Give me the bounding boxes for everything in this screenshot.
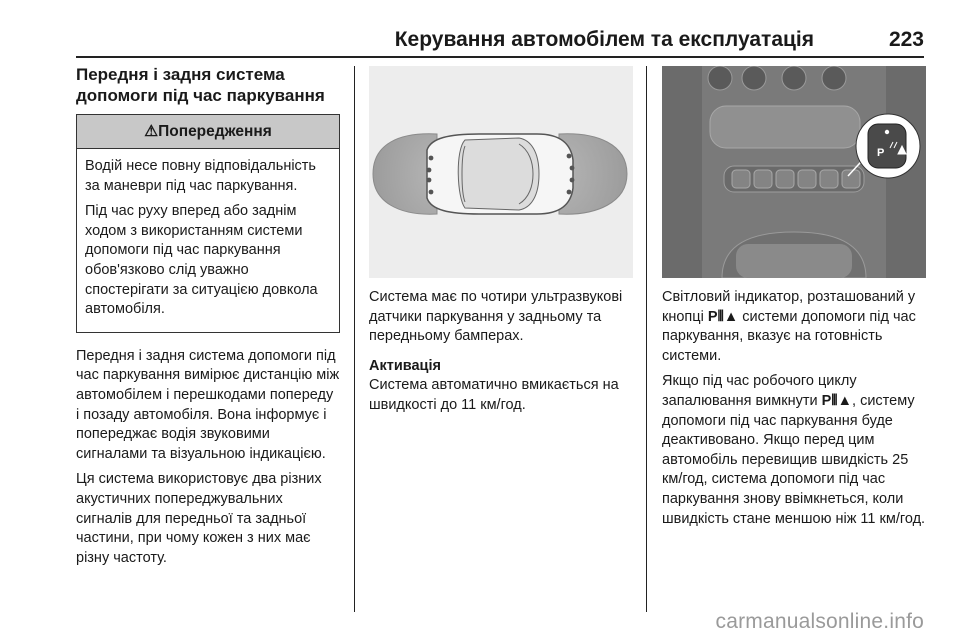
column-3 (662, 66, 926, 535)
header-title: Керування автомобілем та експлуатація (394, 28, 814, 51)
parking-assist-button-symbol-icon-2: P⦀▲ (821, 392, 853, 409)
svg-text:P: P (877, 147, 885, 159)
warning-box (76, 114, 340, 333)
activation-text: Система автоматично вмикається на швидкості до 11 км/год. (369, 377, 619, 413)
warning-label: Попередження (158, 123, 272, 140)
section-title: Передня і задня система допомоги під час паркування (76, 65, 325, 105)
activation-title: Активація (369, 357, 441, 374)
deactivation-paragraph: Якщо під час робочого циклу запалювання вимкнути P⦀▲, систему допомоги під час паркування буде деактивовано. Якщо перед цим автомобіль перевищив швидкість 25 км/год, система допомоги під час паркування знову ввімкнеться, коли швидкість стане меншою ніж 11 км/год. (662, 373, 926, 527)
page-number: 223 (888, 28, 924, 51)
page-header (76, 26, 924, 56)
warning-body (77, 149, 339, 332)
header-rule (76, 56, 924, 58)
sensor-caption: Система має по чотири ультразвукові датчики паркування у задньому та передньому бамперах. (369, 289, 623, 345)
parking-assist-button-symbol-icon: P⦀▲ (707, 308, 739, 325)
body-paragraph-1: Передня і задня система допомоги під час паркування вимірює дистанцію між автомобілем і перешкодами попереду і позаду автомобіля. Вона інформує і попереджає водія звуковими сигналами та візуальною індикацією. (76, 347, 340, 462)
watermark: carmanualsonline.info (715, 610, 924, 633)
center-console-image (662, 66, 926, 278)
sensor-coverage-illustration (369, 66, 633, 278)
warning-triangle-icon: ⚠ (144, 123, 159, 140)
warning-header (77, 115, 339, 149)
car-top-view-image (369, 66, 633, 278)
indicator-paragraph: Світловий індикатор, розташований у кнопці P⦀▲ системи допомоги під час паркування, вказує на готовність системи. (662, 289, 916, 364)
warning-paragraph-1: Водій несе повну відповідальність за маневри під час паркування. (85, 158, 316, 194)
column-divider-1 (354, 66, 355, 612)
console-button-illustration (662, 66, 926, 278)
warning-paragraph-2: Під час руху вперед або заднім ходом з використанням системи допомоги під час паркування обов'язково слід уважно спостерігати за ситуацією довкола автомобіля. (85, 203, 318, 318)
body-paragraph-2: Ця система використовує два різних акустичних попереджувальних сигналів для передньої та задньої частини, при чому кожен з них має різну частоту. (76, 471, 322, 566)
column-divider-2 (646, 66, 647, 612)
column-2 (369, 66, 633, 422)
column-1 (76, 64, 340, 574)
